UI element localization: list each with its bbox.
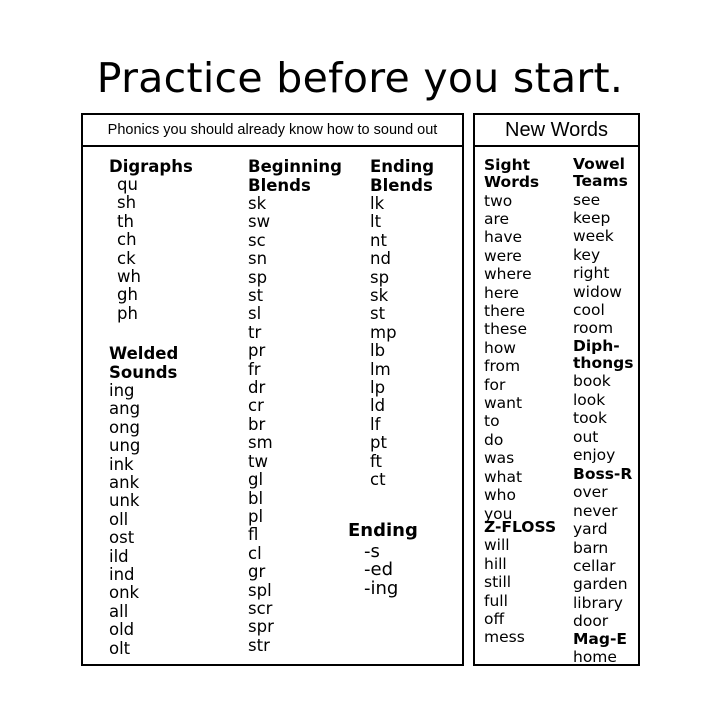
word-item: ch [117,230,137,250]
word-item: two [484,191,513,210]
word-item: keep [573,209,611,227]
word-item: have [484,228,523,247]
word-item: br [248,414,266,434]
ending-blends-heading-line1: Ending [370,157,435,176]
word-item: lk [370,194,385,213]
sight-words-heading-line1: Sight [484,156,531,174]
word-item: from [484,357,521,376]
word-item: pr [248,341,266,361]
word-item: fl [248,525,259,545]
word-item: ft [370,451,382,471]
new-words-panel [473,113,640,666]
word-item: right [573,264,610,283]
word-item: ost [109,528,135,548]
word-item: qu [117,175,138,194]
z-floss-heading: Z-FLOSS [484,518,557,536]
word-item: str [248,635,270,655]
word-item: spr [248,617,274,637]
word-item: book [573,372,611,391]
word-item: spl [248,580,272,600]
word-item: out [573,427,599,446]
phonics-panel-header: Phonics you should already know how to sound out [83,115,462,147]
word-item: gh [117,285,138,305]
word-item: tr [248,322,262,342]
word-item: sk [370,286,389,306]
word-item: yard [573,520,608,539]
digraphs-list [109,176,193,323]
word-item: fr [248,359,261,379]
boss-r-heading: Boss-R [573,465,633,483]
welded-sounds-heading-line1: Welded [109,344,179,363]
ending-blends-column [370,157,434,490]
vowel-teams-heading-line1: Vowel [573,155,625,173]
word-item: sn [248,249,268,269]
word-item: lt [370,212,382,232]
word-item: widow [573,282,622,301]
word-item: room [573,319,614,338]
word-item: are [484,210,510,228]
beginning-blends-heading-line2: Blends [248,176,311,195]
word-item: key [573,245,601,264]
word-item: oll [109,509,129,529]
word-item: where [484,265,532,284]
word-item: -s [364,541,380,562]
word-item: mp [370,322,397,342]
word-item: pt [370,433,387,453]
word-item: lp [370,378,386,398]
word-item: hill [484,554,507,573]
welded-sounds-list [109,382,178,658]
digraphs-heading: Digraphs [109,157,193,176]
sight-words-column [484,157,539,523]
word-item: was [484,449,515,468]
vowel-teams-list [573,191,633,338]
word-item: ank [109,473,140,493]
welded-sounds-column [109,344,178,658]
word-item: cl [248,543,262,563]
word-item: sk [248,194,267,213]
word-item: dr [248,378,266,398]
z-floss-list [484,536,556,646]
word-item: cellar [573,556,616,575]
word-item: st [370,304,386,324]
word-item: sc [248,230,266,250]
word-item: sh [117,193,137,213]
mag-e-list [573,648,632,666]
word-item: week [573,227,614,246]
ending-blends-heading-line2: Blends [370,176,433,195]
word-item: want [484,394,523,413]
word-item: how [484,338,516,357]
vowel-teams-column [573,156,633,464]
word-item: off [484,609,505,628]
word-item: all [109,601,129,621]
word-item: ong [109,417,141,437]
word-item: ang [109,399,141,419]
vowel-teams-heading-line2: Teams [573,172,628,191]
word-item: gl [248,470,264,490]
word-item: sm [248,433,273,453]
word-item: garden [573,575,628,594]
word-item: lm [370,359,391,379]
word-item: -ed [364,559,393,581]
z-floss-column [484,519,556,647]
word-item: see [573,190,601,209]
word-item: wh [117,267,141,287]
word-item: -ing [364,577,399,599]
word-item: who [484,486,516,505]
sight-words-list [484,192,539,523]
word-item: ld [370,396,386,416]
welded-sounds-heading-line2: Sounds [109,363,178,382]
word-item: took [573,409,608,428]
ending-list [348,543,418,598]
word-item: never [573,501,618,520]
digraphs-column [109,157,193,323]
phonics-panel [81,113,464,666]
word-item: home [573,647,617,666]
word-item: ink [109,454,134,474]
word-item: pl [248,506,264,526]
word-item: ild [109,546,129,566]
word-item: onk [109,583,140,603]
word-item: scr [248,598,273,618]
word-item: ing [109,381,135,400]
word-item: there [484,302,526,321]
word-item: you [484,504,513,523]
diphthongs-list [573,372,633,464]
word-item: mess [484,628,525,647]
boss-r-list [573,483,632,630]
word-item: sw [248,212,271,232]
word-item: tw [248,451,268,471]
word-item: will [484,536,510,555]
word-item: olt [109,638,131,658]
word-item: lf [370,414,381,434]
word-item: do [484,430,504,449]
diphthongs-heading-line2: thongs [573,354,634,373]
ending-heading: Ending [348,520,418,541]
word-item: ck [117,248,136,268]
beginning-blends-heading-line1: Beginning [248,157,342,176]
word-item: ph [117,303,138,323]
word-item: over [573,483,608,502]
word-item: lb [370,341,386,361]
word-item: gr [248,562,266,582]
word-item: sp [248,267,268,287]
word-item: library [573,593,623,612]
beginning-blends-list [248,195,342,655]
word-item: to [484,412,500,431]
word-item: sl [248,304,262,324]
page-title: Practice before you start. [96,54,624,102]
word-item: here [484,283,519,302]
diphthongs-heading-line1: Diph- [573,336,620,355]
word-item: barn [573,538,609,557]
word-item: ung [109,436,141,456]
word-item: these [484,320,528,339]
word-item: cool [573,301,605,320]
word-item: sp [370,267,390,287]
word-item: ind [109,565,135,585]
boss-r-column [573,466,632,666]
ending-column [348,519,418,598]
word-item: nd [370,249,391,269]
word-item: for [484,375,506,394]
beginning-blends-column [248,157,342,655]
word-item: still [484,573,512,592]
word-item: door [573,612,609,631]
word-item: full [484,591,508,610]
word-item: what [484,467,523,486]
mag-e-heading: Mag-E [573,629,628,648]
word-item: look [573,390,606,409]
word-item: nt [370,230,387,250]
word-item: cr [248,396,264,416]
word-item: enjoy [573,446,616,465]
ending-blends-list [370,195,434,490]
word-item: st [248,286,264,306]
word-item: unk [109,491,140,511]
word-item: were [484,246,522,265]
word-item: old [109,620,135,640]
word-item: ct [370,470,386,490]
word-item: th [117,211,134,231]
new-words-panel-header: New Words [475,115,638,147]
word-item: bl [248,488,264,508]
sight-words-heading-line2: Words [484,173,540,192]
